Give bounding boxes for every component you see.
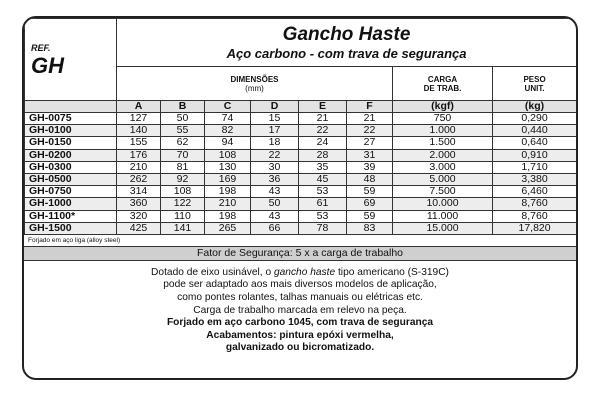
weight-header	[493, 67, 577, 101]
cell-d: 36	[251, 173, 299, 185]
material-note: Forjado em aço liga (alloy steel)	[24, 235, 576, 247]
cell-e: 21	[299, 113, 347, 125]
cell-a: 320	[117, 210, 161, 222]
cell-c: 198	[205, 186, 251, 198]
cell-d: 66	[251, 222, 299, 234]
load-header	[393, 67, 493, 101]
cell-e: 53	[299, 186, 347, 198]
cell-load: 7.500	[393, 186, 493, 198]
cell-b: 122	[161, 198, 205, 210]
row-code: GH-0750	[25, 186, 117, 198]
cell-weight: 17,820	[493, 222, 577, 234]
cell-c: 108	[205, 149, 251, 161]
table-row	[25, 173, 577, 185]
description-line-2: pode ser adaptado aos mais diversos modelos de aplicação,	[163, 279, 437, 291]
cell-f: 21	[347, 113, 393, 125]
cell-a: 314	[117, 186, 161, 198]
cell-e: 24	[299, 137, 347, 149]
ref-cell	[25, 19, 117, 101]
col-c-header: C	[205, 101, 251, 113]
description-line-3: como pontes rolantes, talhas manuais ou elétricas etc.	[177, 292, 423, 304]
cell-d: 43	[251, 186, 299, 198]
cell-f: 27	[347, 137, 393, 149]
cell-weight: 8,760	[493, 210, 577, 222]
cell-e: 45	[299, 173, 347, 185]
cell-f: 31	[347, 149, 393, 161]
cell-b: 70	[161, 149, 205, 161]
cell-weight: 0,640	[493, 137, 577, 149]
cell-b: 81	[161, 161, 205, 173]
cell-weight: 0,910	[493, 149, 577, 161]
weight-unit-header: (kg)	[493, 101, 577, 113]
cell-weight: 3,380	[493, 173, 577, 185]
cell-e: 61	[299, 198, 347, 210]
product-card	[22, 16, 578, 380]
row-code: GH-1500	[25, 222, 117, 234]
col-b-header: B	[161, 101, 205, 113]
cell-c: 265	[205, 222, 251, 234]
row-code: GH-0150	[25, 137, 117, 149]
cell-f: 59	[347, 186, 393, 198]
cell-a: 210	[117, 161, 161, 173]
load-unit-header: (kgf)	[393, 101, 493, 113]
load-sublabel: DE TRAB.	[423, 83, 462, 93]
cell-c: 210	[205, 198, 251, 210]
cell-a: 425	[117, 222, 161, 234]
cell-e: 35	[299, 161, 347, 173]
cell-b: 92	[161, 173, 205, 185]
cell-c: 130	[205, 161, 251, 173]
description	[24, 261, 576, 355]
title-cell	[117, 19, 577, 67]
cell-load: 15.000	[393, 222, 493, 234]
description-bold-2: Acabamentos: pintura epóxi vermelha,	[206, 329, 394, 341]
cell-load: 1.000	[393, 125, 493, 137]
cell-b: 55	[161, 125, 205, 137]
cell-f: 83	[347, 222, 393, 234]
dimensions-label: DIMENSÕES	[230, 74, 279, 84]
cell-b: 50	[161, 113, 205, 125]
row-code: GH-1000	[25, 198, 117, 210]
description-text: tipo americano (S-319C)	[335, 266, 449, 278]
cell-a: 176	[117, 149, 161, 161]
column-header-row	[25, 101, 577, 113]
table-row	[25, 186, 577, 198]
cell-weight: 0,440	[493, 125, 577, 137]
cell-weight: 0,290	[493, 113, 577, 125]
row-code: GH-0075	[25, 113, 117, 125]
table-row	[25, 125, 577, 137]
row-code: GH-0100	[25, 125, 117, 137]
description-line-4: Carga de trabalho marcada em relevo na peça.	[193, 304, 407, 316]
table-row	[25, 210, 577, 222]
cell-d: 18	[251, 137, 299, 149]
safety-factor: Fator de Segurança: 5 x a carga de trabalho	[24, 247, 576, 261]
dimensions-header	[117, 67, 393, 101]
cell-d: 22	[251, 149, 299, 161]
spec-table	[24, 18, 577, 235]
cell-load: 750	[393, 113, 493, 125]
cell-b: 108	[161, 186, 205, 198]
cell-f: 59	[347, 210, 393, 222]
col-f-header: F	[347, 101, 393, 113]
table-row	[25, 137, 577, 149]
cell-weight: 6,460	[493, 186, 577, 198]
col-e-header: E	[299, 101, 347, 113]
cell-e: 22	[299, 125, 347, 137]
cell-c: 74	[205, 113, 251, 125]
cell-b: 141	[161, 222, 205, 234]
table-row	[25, 149, 577, 161]
cell-c: 82	[205, 125, 251, 137]
cell-load: 10.000	[393, 198, 493, 210]
cell-f: 39	[347, 161, 393, 173]
cell-c: 198	[205, 210, 251, 222]
cell-d: 15	[251, 113, 299, 125]
description-line-1	[34, 267, 566, 280]
ref-code: GH	[31, 53, 64, 78]
weight-sublabel: UNIT.	[524, 83, 545, 93]
cell-e: 53	[299, 210, 347, 222]
table-row	[25, 161, 577, 173]
ref-label: REF.	[31, 43, 51, 53]
cell-load: 3.000	[393, 161, 493, 173]
cell-load: 11.000	[393, 210, 493, 222]
description-bold-3: galvanizado ou bicromatizado.	[225, 342, 375, 354]
product-title: Gancho Haste	[282, 23, 411, 45]
cell-a: 127	[117, 113, 161, 125]
weight-label: PESO	[523, 74, 546, 84]
cell-f: 48	[347, 173, 393, 185]
cell-d: 30	[251, 161, 299, 173]
cell-f: 69	[347, 198, 393, 210]
load-label: CARGA	[427, 74, 458, 84]
product-subtitle: Aço carbono - com trava de segurança	[226, 45, 467, 61]
cell-weight: 8,760	[493, 198, 577, 210]
table-row	[25, 222, 577, 234]
description-text: Dotado de eixo usinável, o	[151, 266, 274, 278]
cell-b: 62	[161, 137, 205, 149]
dimensions-unit: (mm)	[245, 83, 264, 93]
cell-a: 262	[117, 173, 161, 185]
col-a-header: A	[117, 101, 161, 113]
cell-a: 140	[117, 125, 161, 137]
spec-table-body	[25, 113, 577, 235]
cell-a: 360	[117, 198, 161, 210]
cell-weight: 1,710	[493, 161, 577, 173]
cell-d: 50	[251, 198, 299, 210]
description-italic: gancho haste	[273, 266, 336, 278]
cell-c: 94	[205, 137, 251, 149]
col-d-header: D	[251, 101, 299, 113]
row-code: GH-0500	[25, 173, 117, 185]
table-row	[25, 198, 577, 210]
cell-e: 28	[299, 149, 347, 161]
cell-b: 110	[161, 210, 205, 222]
row-code: GH-1100*	[25, 210, 117, 222]
table-row	[25, 113, 577, 125]
code-column-header	[25, 101, 117, 113]
cell-d: 43	[251, 210, 299, 222]
cell-f: 22	[347, 125, 393, 137]
cell-e: 78	[299, 222, 347, 234]
cell-a: 155	[117, 137, 161, 149]
cell-load: 5.000	[393, 173, 493, 185]
row-code: GH-0300	[25, 161, 117, 173]
cell-load: 2.000	[393, 149, 493, 161]
cell-c: 169	[205, 173, 251, 185]
cell-load: 1.500	[393, 137, 493, 149]
cell-d: 17	[251, 125, 299, 137]
description-bold-1: Forjado em aço carbono 1045, com trava de segurança	[166, 317, 434, 329]
row-code: GH-0200	[25, 149, 117, 161]
